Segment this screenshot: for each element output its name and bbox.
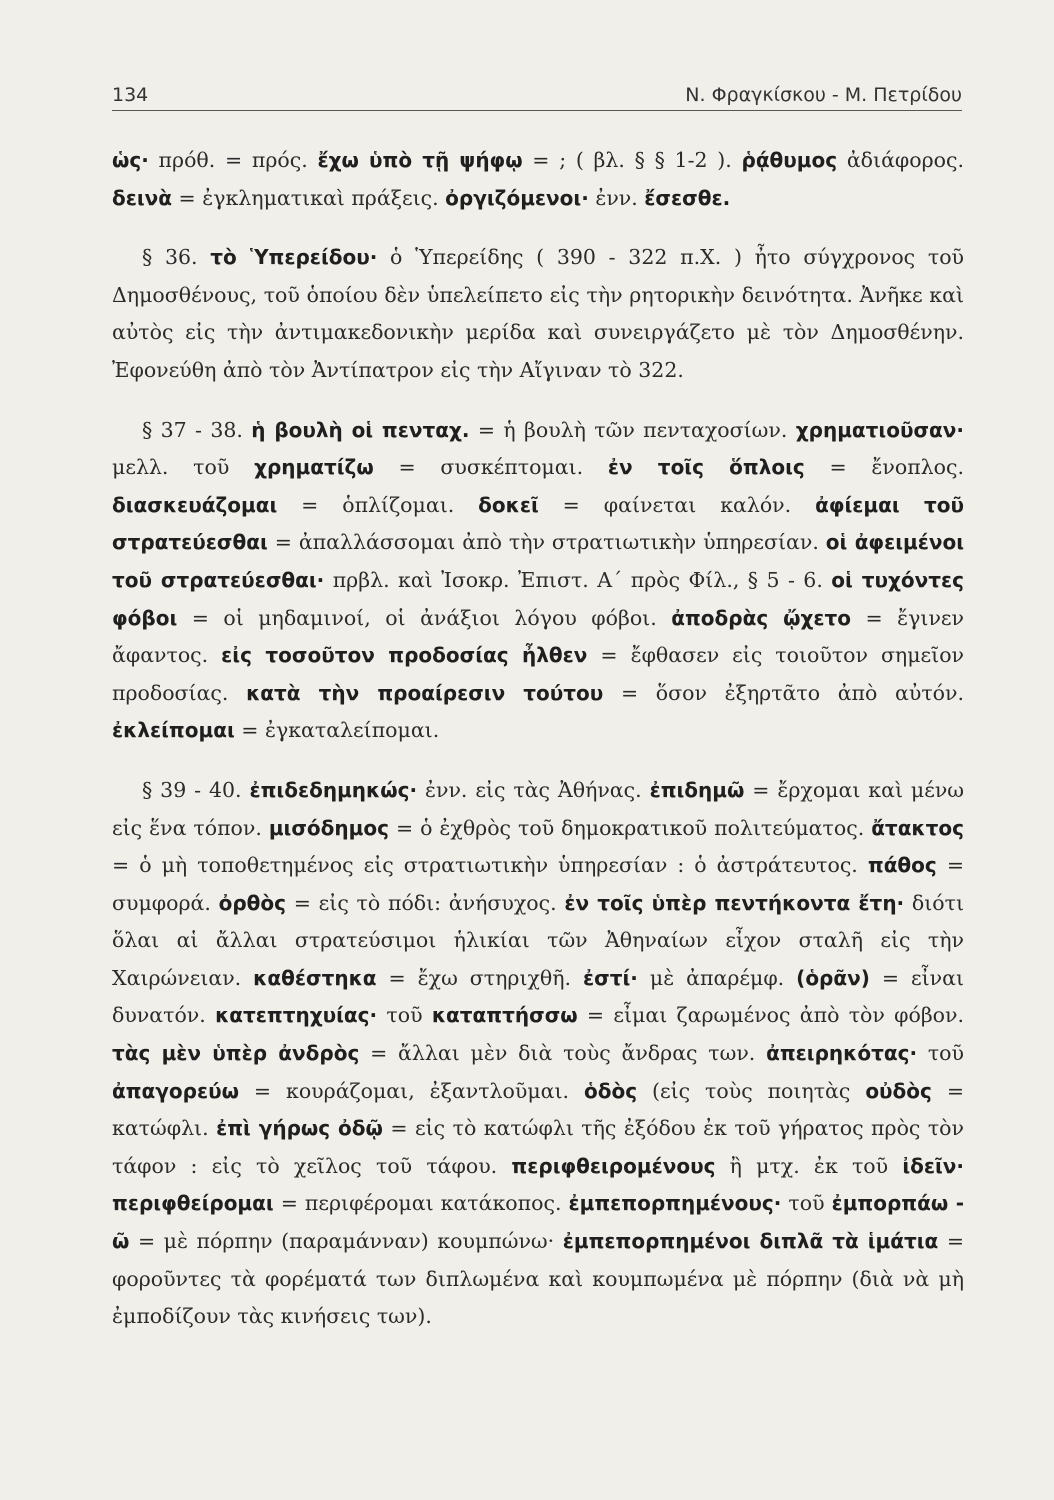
lemma-term: κατὰ τὴν προαίρεσιν τούτου bbox=[246, 680, 604, 705]
lemma-term: χρηματιοῦσαν· bbox=[795, 417, 964, 442]
lemma-term: μισόδημος bbox=[268, 815, 389, 840]
gloss-text: = εἶμαι ζαρωμένος ἀπὸ τὸν φόβον. bbox=[577, 1003, 965, 1028]
running-title: Ν. Φραγκίσκου - Μ. Πετρίδου bbox=[685, 84, 962, 106]
lemma-term: δοκεῖ bbox=[478, 492, 539, 517]
lemma-term: ὁδὸς bbox=[584, 1078, 638, 1103]
gloss-text: = κατώφλι. bbox=[112, 1078, 964, 1141]
gloss-text: = ἔνοπλος. bbox=[804, 455, 964, 480]
gloss-text: = ἡ βουλὴ τῶν πενταχοσίων. bbox=[469, 417, 796, 442]
gloss-text: ἐνν. εἰς τὰς Ἀθήνας. bbox=[417, 777, 650, 802]
lemma-term: ἐπὶ γήρως ὀδῷ bbox=[216, 1116, 383, 1141]
page-number: 134 bbox=[112, 84, 149, 106]
gloss-text: = ὅσον ἐξηρτᾶτο ἀπὸ αὐτόν. bbox=[603, 680, 964, 705]
gloss-text: = ἀπαλλάσσομαι ἀπὸ τὴν στρατιωτικὴν ὑπηρεσίαν. bbox=[267, 530, 826, 555]
gloss-text: = φοροῦντες τὰ φορέματά των διπλωμένα καὶ κουμπωμένα μὲ πόρπην (διὰ νὰ μὴ ἐμποδίζουν τὰς κινήσεις των). bbox=[112, 1229, 964, 1329]
lemma-term: ἔσεσθε. bbox=[644, 185, 731, 210]
gloss-text: = συσκέπτομαι. bbox=[373, 455, 608, 480]
lemma-term: διασκευάζομαι bbox=[112, 492, 278, 517]
gloss-text: τοῦ bbox=[917, 1041, 964, 1066]
gloss-text: τοῦ bbox=[781, 1191, 832, 1216]
gloss-text: μὲ ἀπαρέμφ. bbox=[637, 965, 797, 990]
lemma-term: ἐστί· bbox=[583, 965, 638, 990]
lemma-term: ἡ βουλὴ οἱ πενταχ. bbox=[251, 417, 470, 442]
gloss-text: μελλ. τοῦ bbox=[112, 455, 255, 480]
lemma-term: τὰς μὲν ὑπὲρ ἀνδρὸς bbox=[112, 1041, 360, 1066]
commentary-body bbox=[112, 142, 964, 1336]
gloss-text: = ; ( βλ. § § 1-2 ). bbox=[522, 148, 742, 172]
lemma-term: χρηματίζω bbox=[254, 455, 374, 480]
lemma-term: καταπτήσσω bbox=[431, 1003, 578, 1028]
gloss-text: = ἔγινεν ἄφαντος. bbox=[112, 605, 965, 668]
lemma-term: δεινὰ bbox=[112, 185, 173, 210]
gloss-text: = περιφέρομαι κατάκοπος. bbox=[273, 1191, 569, 1216]
gloss-text: ἀδιάφορος. bbox=[837, 148, 964, 172]
gloss-text: = ἔφθασεν εἰς τοιοῦτον σημεῖον προδοσίας. bbox=[112, 643, 965, 705]
gloss-text: ἐνν. bbox=[588, 185, 645, 210]
lemma-term: ἐπιδημῶ bbox=[649, 777, 745, 802]
gloss-text: = ἐγκληματικαὶ πράξεις. bbox=[172, 185, 446, 210]
gloss-text: = ὁπλίζομαι. bbox=[277, 492, 479, 517]
gloss-text: = ἔρχομαι καὶ μένω εἰς ἕνα τόπον. bbox=[112, 777, 964, 840]
lemma-term: περιφθείρομαι bbox=[112, 1191, 274, 1216]
lemma-term: ἐν τοῖς ὅπλοις bbox=[607, 455, 805, 480]
lemma-term: ἐμπεπορπημένοι διπλᾶ τὰ ἱμάτια bbox=[562, 1229, 939, 1254]
lemma-term: ἀποδρὰς ᾤχετο bbox=[671, 605, 852, 630]
gloss-text: πρόθ. = πρός. bbox=[148, 148, 318, 172]
commentary-paragraph bbox=[112, 772, 964, 1336]
commentary-paragraph bbox=[112, 239, 964, 389]
gloss-text: = εἶναι δυνατόν. bbox=[112, 965, 965, 1028]
commentary-paragraph bbox=[112, 142, 964, 217]
gloss-text: = ἐγκαταλείπομαι. bbox=[234, 718, 440, 743]
lemma-term: ὀρθὸς bbox=[218, 890, 287, 915]
gloss-text: πρβλ. καὶ Ἰσοκρ. Ἐπιστ. Α΄ πρὸς Φίλ., § 5 - 6. bbox=[324, 567, 832, 592]
lemma-term: τὸ Ὑπερείδου· bbox=[210, 245, 378, 270]
lemma-term: ἰδεῖν· bbox=[902, 1153, 964, 1178]
gloss-text: τοῦ bbox=[377, 1003, 432, 1028]
commentary-paragraph bbox=[112, 412, 964, 750]
running-header bbox=[112, 84, 962, 111]
gloss-text: = συμφορά. bbox=[112, 853, 964, 915]
lemma-term: (ὁρᾶν) bbox=[796, 965, 870, 990]
gloss-text: = φαίνεται καλόν. bbox=[538, 492, 816, 517]
gloss-text: ἢ μτχ. ἐκ τοῦ bbox=[715, 1153, 903, 1178]
gloss-text: = ἄλλαι μὲν διὰ τοὺς ἄνδρας των. bbox=[359, 1041, 767, 1066]
lemma-term: οὐδὸς bbox=[865, 1078, 932, 1103]
gloss-text: = εἰς τὸ πόδι: ἀνήσυχος. bbox=[286, 890, 565, 915]
lemma-term: ἀφίεμαι τοῦ στρατεύεσθαι bbox=[112, 492, 964, 555]
lemma-term: πάθος bbox=[867, 853, 937, 878]
lemma-term: εἰς τοσοῦτον προδοσίας ἦλθεν bbox=[221, 643, 588, 668]
gloss-text: = εἰς τὸ κατώφλι τῆς ἐξόδου ἐκ τοῦ γήρατος πρὸς τὸν τάφον : εἰς τὸ χεῖλος τοῦ τάφου. bbox=[112, 1116, 964, 1178]
lemma-term: ἐμπεπορπημένους· bbox=[568, 1191, 782, 1216]
lemma-term: καθέστηκα bbox=[253, 965, 377, 990]
lemma-term: περιφθειρομένους bbox=[511, 1153, 716, 1178]
lemma-term: ἐν τοῖς ὑπὲρ πεντήκοντα ἔτη· bbox=[564, 890, 905, 915]
lemma-term: ὀργιζόμενοι· bbox=[445, 185, 589, 210]
lemma-term: οἱ ἀφειμένοι τοῦ στρατεύεσθαι· bbox=[112, 530, 965, 592]
lemma-term: κατεπτηχυίας· bbox=[215, 1003, 378, 1028]
gloss-text: = ὁ μὴ τοποθετημένος εἰς στρατιωτικὴν ὑπηρεσίαν : ὁ ἀστράτευτος. bbox=[112, 853, 868, 878]
lemma-term: ἔχω ὑπὸ τῇ ψήφῳ bbox=[317, 148, 523, 172]
lemma-term: ἀπαγορεύω bbox=[112, 1078, 240, 1103]
gloss-text: = κουράζομαι, ἐξαντλοῦμαι. bbox=[239, 1078, 584, 1103]
gloss-text: § 37 - 38. bbox=[142, 417, 252, 442]
gloss-text: = ὁ ἐχθρὸς τοῦ δημοκρατικοῦ πολιτεύματος. bbox=[388, 815, 872, 840]
gloss-text: § 36. bbox=[142, 245, 211, 270]
gloss-text: διότι ὅλαι αἱ ἄλλαι στρατεύσιμοι ἡλικίαι τῶν Ἀθηναίων εἶχον σταλῆ εἰς τὴν Χαιρώνειαν. bbox=[112, 890, 964, 990]
lemma-term: ἄτακτος bbox=[871, 815, 964, 840]
gloss-text: ὁ Ὑπερείδης ( 390 - 322 π.Χ. ) ἦτο σύγχρονος τοῦ Δημοσθένους, τοῦ ὁποίου δὲν ὑπελείπετο εἰς τὴν ρητορικὴν δεινότητα. Ἀνῆκε καὶ αὐτὸς εἰς τὴν ἀντιμακεδονικὴν μερίδα καὶ συνειργάζετο μὲ τὸν Δημοσθένην. Ἐφονεύθη ἀπὸ τὸν Ἀντίπατρον εἰς τὴν Αἴγιναν τὸ 322. bbox=[112, 245, 964, 382]
lemma-term: ὡς· bbox=[112, 148, 149, 172]
gloss-text: = οἱ μηδαμινοί, οἱ ἀνάξιοι λόγου φόβοι. bbox=[177, 605, 672, 630]
gloss-text: = ἔχω στηριχθῆ. bbox=[376, 965, 584, 990]
lemma-term: οἱ τυχόντες φόβοι bbox=[112, 567, 964, 630]
lemma-term: ἐπιδεδημηκώς· bbox=[249, 777, 418, 802]
gloss-text: § 39 - 40. bbox=[142, 777, 250, 802]
lemma-term: ἐμπορπάω - ῶ bbox=[112, 1191, 964, 1254]
lemma-term: ῥᾴθυμος bbox=[741, 148, 838, 172]
gloss-text: (εἰς τοὺς ποιητὰς bbox=[637, 1078, 866, 1103]
lemma-term: ἀπειρηκότας· bbox=[766, 1041, 918, 1066]
lemma-term: ἐκλείπομαι bbox=[112, 718, 235, 743]
gloss-text: = μὲ πόρπην (παραμάνναν) κουμπώνω· bbox=[129, 1229, 563, 1254]
